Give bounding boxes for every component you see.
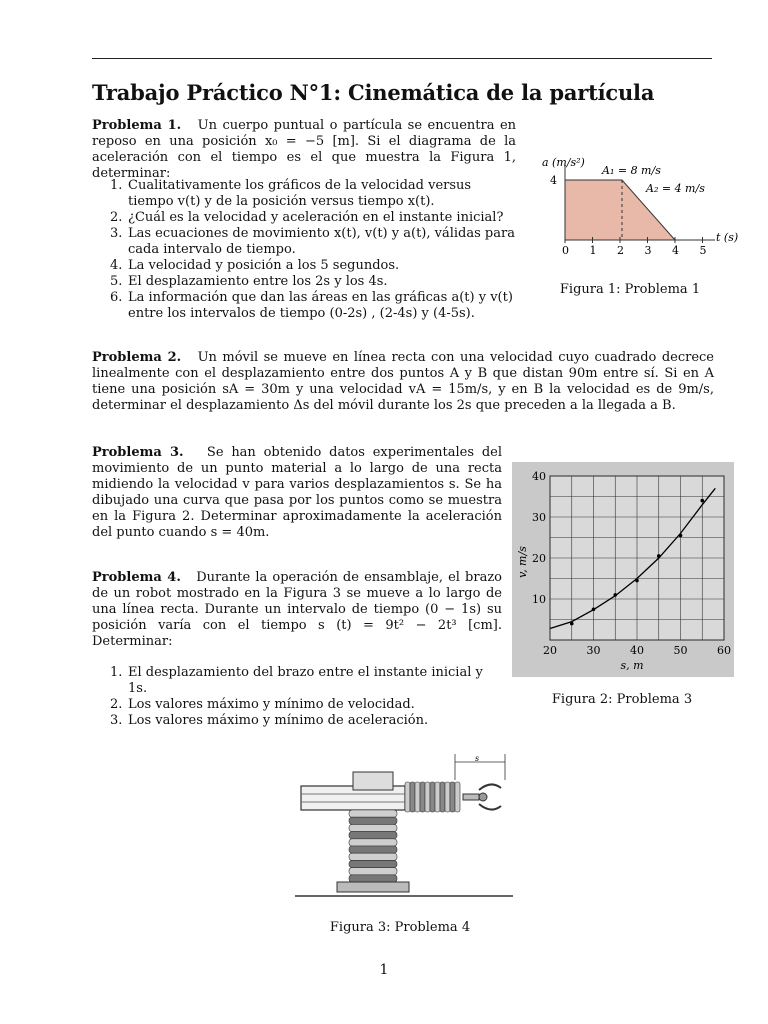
figure2-data-point	[592, 607, 596, 611]
figure3-bellows	[405, 782, 460, 812]
figure1-xtick: 1	[589, 244, 597, 254]
problem3	[92, 445, 502, 541]
figure2-caption: Figura 2: Problema 3	[551, 692, 693, 707]
figure2-xtick: 50	[673, 644, 688, 657]
problem1-item-number: 5.	[110, 274, 123, 289]
problem4	[92, 570, 502, 650]
problem1-item-text: Las ecuaciones de movimiento x(t), v(t) y a(t), válidas para cada intervalo de tiempo.	[128, 226, 515, 257]
figure2-ytick: 40	[532, 470, 546, 483]
figure2-ytick: 20	[532, 552, 546, 565]
page-title: Trabajo Práctico N°1: Cinemática de la partícula	[92, 80, 655, 105]
figure2-data-point	[613, 593, 617, 597]
problem2-label: Problema 2.	[92, 350, 182, 365]
problem4-item-text: Los valores máximo y mínimo de aceleración.	[128, 713, 429, 728]
problem1-item-text: Cualitativamente los gráficos de la velocidad versus tiempo v(t) y de la posición versus tiempo x(t).	[128, 178, 472, 209]
problem1-item	[92, 226, 516, 258]
problem4-list	[92, 665, 502, 729]
problem4-item-number: 1.	[110, 665, 123, 680]
figure1-xlabel: t (s)	[716, 231, 739, 244]
figure1-ytick: 4	[550, 174, 557, 187]
figure2-data-point	[635, 579, 639, 583]
figure2-ylabel: v, m/s	[516, 546, 529, 578]
figure1-xtick: 3	[644, 244, 652, 254]
problem4-item	[92, 697, 502, 713]
figure3-robot-arm	[295, 750, 513, 902]
figure2-xtick: 20	[543, 644, 557, 657]
figure2-data-point	[570, 622, 574, 626]
problem1-text: Un cuerpo puntual o partícula se encuentra en reposo en una posición x₀ = −5 [m]. Si el diagrama de la aceleración con el tiempo es el que muestra la Figura 1, determinar:	[92, 118, 517, 181]
problem3-label: Problema 3.	[92, 445, 184, 460]
problem1-item-text: La información que dan las áreas en las gráficas a(t) y v(t) entre los intervalos de tiempo (0-2s) , (2-4s) y (4-5s).	[128, 290, 513, 321]
problem1-item-number: 6.	[110, 290, 123, 305]
top-rule	[92, 58, 712, 59]
figure1-xtick: 0	[562, 244, 569, 254]
page-number: 1	[379, 962, 389, 978]
figure2-data-point	[679, 534, 683, 538]
problem1-item	[92, 258, 516, 274]
figure1-chart	[540, 154, 740, 254]
problem1-item-text: El desplazamiento entre los 2s y los 4s.	[128, 274, 388, 289]
problem1-item	[92, 290, 516, 322]
problem1-label: Problema 1.	[92, 118, 182, 133]
figure2-xtick: 30	[586, 644, 601, 657]
figure2-xtick: 40	[630, 644, 644, 657]
figure2-xtick: 60	[717, 644, 731, 657]
problem2-text: Un móvil se mueve en línea recta con una velocidad cuyo cuadrado decrece linealmente con el desplazamiento entre dos puntos A y B que distan 90m entre sí. Si en A tiene una posición sA = 30m y una velocidad vA = 15m/s, y en B la velocidad es de 9m/s, determinar el desplazamiento Δs del móvil durante los 2s que preceden a la llegada a B.	[92, 350, 715, 413]
figure1-a1-label: A₁ = 8 m/s	[602, 164, 661, 177]
figure3-base	[337, 882, 409, 892]
problem4-item-text: Los valores máximo y mínimo de velocidad.	[128, 697, 415, 712]
figure3-column	[349, 810, 397, 882]
problem4-item-number: 3.	[110, 713, 123, 728]
figure1-ylabel: a (m/s²)	[542, 156, 585, 169]
problem1-item-number: 4.	[110, 258, 123, 273]
figure3-s-label: s	[475, 754, 480, 763]
problem1-item-number: 1.	[110, 178, 123, 193]
problem3-text: Se han obtenido datos experimentales del movimiento de un punto material a lo largo de una recta midiendo la velocidad v para varios desplazamientos s. Se ha dibujado una curva que pasa por los puntos como se muestra en la Figura 2. Determinar aproximadamente la aceleración del punto cuando s = 40m.	[92, 445, 502, 540]
problem4-item	[92, 713, 502, 729]
figure1-xtick: 4	[672, 244, 679, 254]
problem1-item	[92, 274, 516, 290]
problem4-item	[92, 665, 502, 697]
problem1-item	[92, 210, 516, 226]
figure2-ytick: 10	[532, 593, 546, 606]
problem1-item-number: 2.	[110, 210, 123, 225]
problem1-intro	[92, 118, 516, 182]
problem2	[92, 350, 714, 414]
problem1-item-text: La velocidad y posición a los 5 segundos.	[128, 258, 400, 273]
figure3-caption: Figura 3: Problema 4	[329, 920, 471, 935]
figure1-caption: Figura 1: Problema 1	[559, 282, 701, 297]
problem4-item-number: 2.	[110, 697, 123, 712]
problem1-item-text: ¿Cuál es la velocidad y aceleración en el instante inicial?	[128, 210, 504, 225]
problem4-text: Durante la operación de ensamblaje, el brazo de un robot mostrado en la Figura 3 se mueve a lo largo de una línea recta. Durante un intervalo de tiempo (0 − 1s) su posición varía con el tiempo s (t) = 9t² − 2t³ [cm]. Determinar:	[92, 570, 502, 649]
figure1-xtick: 5	[699, 244, 707, 254]
figure1-xtick: 2	[617, 244, 624, 254]
figure2-chart	[512, 462, 734, 677]
problem4-item-text: El desplazamiento del brazo entre el instante inicial y 1s.	[128, 665, 483, 696]
problem4-label: Problema 4.	[92, 570, 181, 585]
figure2-xlabel: s, m	[620, 659, 644, 672]
problem1-list	[92, 178, 516, 322]
figure2-data-point	[700, 499, 704, 503]
figure2-data-point	[657, 554, 661, 558]
figure2-ytick: 30	[532, 511, 546, 524]
figure1-a2-label: A₂ = 4 m/s	[646, 182, 705, 195]
problem1-item	[92, 178, 516, 210]
problem1-item-number: 3.	[110, 226, 123, 241]
